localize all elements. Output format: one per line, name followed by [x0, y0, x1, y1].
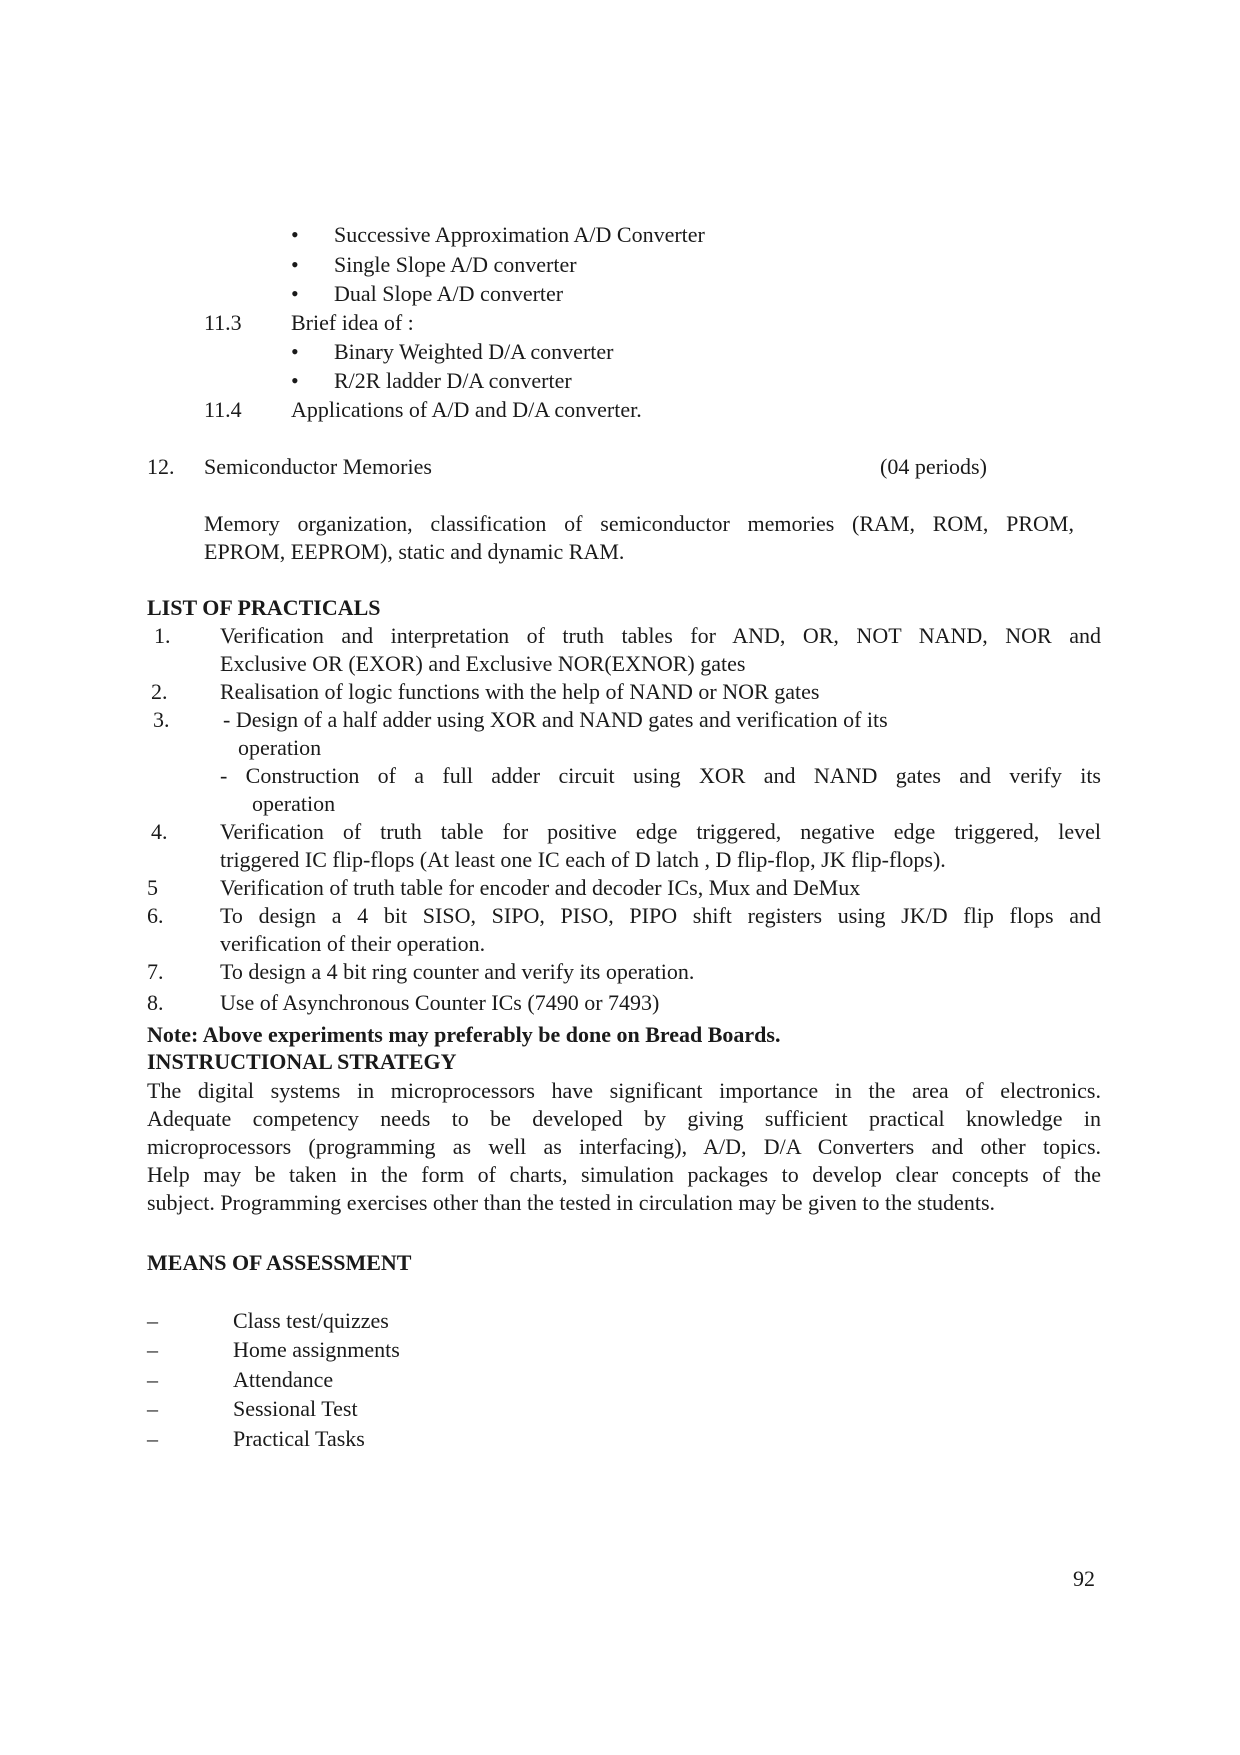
practical-text: triggered IC flip-flops (At least one IC each of D latch , D flip-flop, JK flip-flops). — [220, 847, 946, 872]
section-title: Semiconductor Memories — [204, 454, 432, 479]
bullet-icon: • — [291, 368, 299, 393]
bullet-icon: • — [291, 339, 299, 364]
strategy-heading: INSTRUCTIONAL STRATEGY — [147, 1049, 457, 1074]
strategy-paragraph: The digital systems in microprocessors have significant importance in the area of electronics. Adequate competency needs to be developed by giving sufficient practical knowledge in microprocessors (programming as well as interfacing), A/D, D/A Converters and other topics. Help may be taken in the form of charts, simulation packages to develop clear concepts of the subject. Programming exercises other than the tested in circulation may be given to the students. — [147, 1078, 1101, 1215]
list-item: – Home assignments — [147, 1337, 400, 1362]
practical-text: operation — [238, 735, 322, 760]
practical-text: Verification of truth table for positive edge triggered, negative edge triggered, level — [220, 819, 1101, 844]
item-number: 3. — [153, 707, 170, 732]
practical-text: operation — [252, 791, 336, 816]
dash-icon: – — [147, 1396, 158, 1421]
practical-text: Use of Asynchronous Counter ICs (7490 or 7493) — [220, 990, 660, 1015]
practical-text: Verification and interpretation of truth tables for AND, OR, NOT NAND, NOR and — [220, 623, 1101, 648]
bullet-icon: • — [291, 252, 299, 277]
practical-text: verification of their operation. — [220, 931, 486, 956]
note-text: Note: Above experiments may preferably be done on Bread Boards. — [147, 1022, 781, 1047]
dash-icon: – — [147, 1367, 158, 1392]
item-number: 2. — [151, 679, 168, 704]
bullet-icon: • — [291, 281, 299, 306]
item-number: 5 — [147, 875, 158, 900]
section-number: 12. — [147, 454, 175, 479]
periods-label: (04 periods) — [880, 454, 987, 479]
practical-text: Realisation of logic functions with the help of NAND or NOR gates — [220, 679, 820, 704]
section-description: EPROM, EEPROM), static and dynamic RAM. — [204, 539, 625, 564]
practicals-heading: LIST OF PRACTICALS — [147, 595, 381, 620]
assessment-heading: MEANS OF ASSESSMENT — [147, 1250, 412, 1275]
list-item: – Attendance — [147, 1367, 334, 1392]
practical-text: Exclusive OR (EXOR) and Exclusive NOR(EXNOR) gates — [220, 651, 746, 676]
dash-icon: – — [147, 1426, 158, 1451]
section-number: 11.3 — [204, 310, 242, 335]
practical-text: To design a 4 bit SISO, SIPO, PISO, PIPO shift registers using JK/D flip flops and — [220, 903, 1101, 928]
practical-text: - Construction of a full adder circuit using XOR and NAND gates and verify its — [220, 763, 1101, 788]
item-number: 6. — [147, 903, 164, 928]
bullet-icon: • — [291, 222, 299, 247]
section-number: 11.4 — [204, 397, 242, 422]
section-heading: Applications of A/D and D/A converter. — [291, 397, 642, 422]
dash-icon: – — [147, 1337, 158, 1362]
practical-text: - Design of a half adder using XOR and NAND gates and verification of its — [223, 707, 888, 732]
item-number: 8. — [147, 990, 164, 1015]
practical-text: To design a 4 bit ring counter and verify its operation. — [220, 959, 695, 984]
list-item: – Practical Tasks — [147, 1426, 365, 1451]
section-heading: Brief idea of : — [291, 310, 414, 335]
item-number: 4. — [151, 819, 168, 844]
section-description: Memory organization, classification of semiconductor memories (RAM, ROM, PROM, — [204, 511, 1074, 536]
page-number: 92 — [1073, 1566, 1095, 1591]
item-number: 7. — [147, 959, 164, 984]
list-item: – Class test/quizzes — [147, 1308, 389, 1333]
dash-icon: – — [147, 1308, 158, 1333]
item-number: 1. — [154, 623, 171, 648]
practical-text: Verification of truth table for encoder and decoder ICs, Mux and DeMux — [220, 875, 861, 900]
list-item: – Sessional Test — [147, 1396, 358, 1421]
